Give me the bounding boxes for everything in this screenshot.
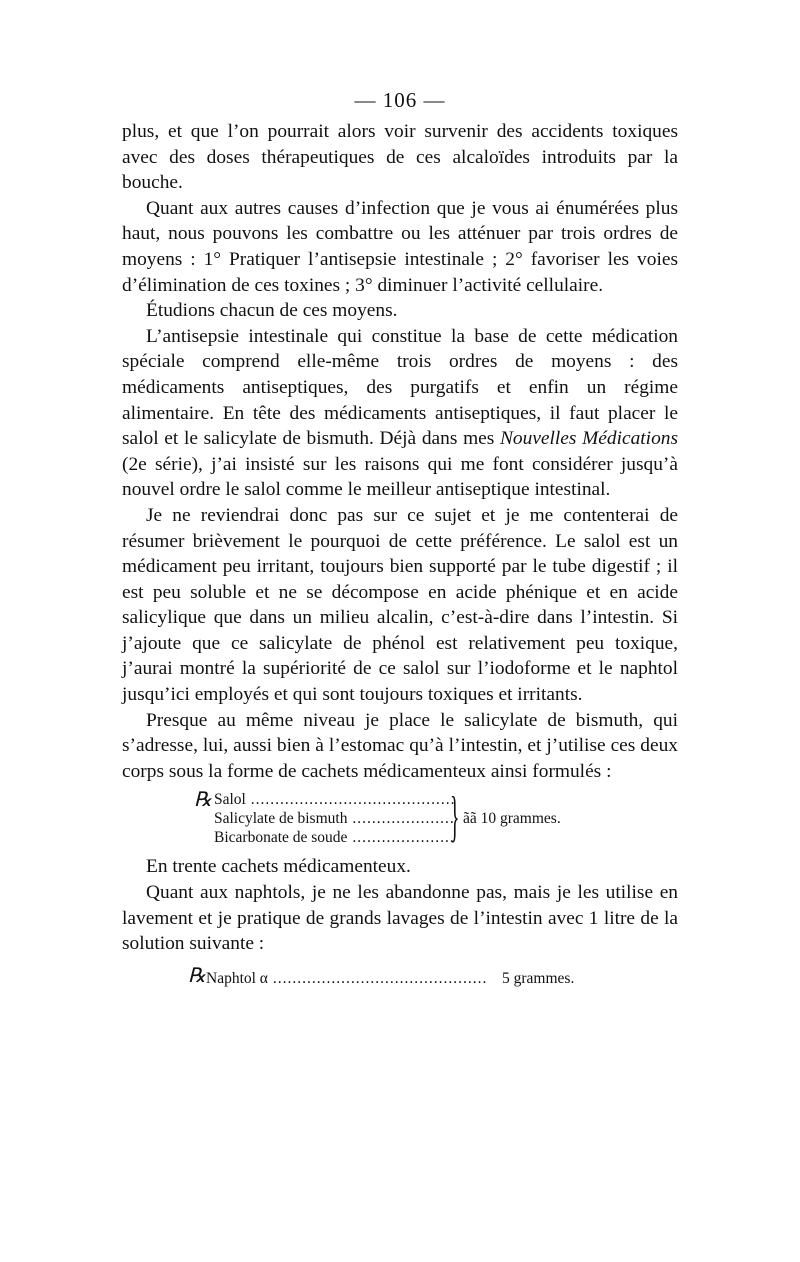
paragraph-1: plus, et que l’on pourrait alors voir survenir des accidents toxiques avec des doses thérapeutiques de ces alcaloïdes introduits par la bouche. — [122, 121, 678, 194]
recipe-symbol-icon: ℞ — [188, 964, 206, 987]
formula-ingredient: Naphtol α ..... — [206, 966, 486, 992]
paragraph-4-part-b: (2e série), j’ai insisté sur les raisons qui me font considérer jusqu’à nouvel ordre le salol comme le meilleur antiseptique intestinal. — [122, 453, 678, 501]
paragraph-5: Je ne reviendrai donc pas sur ce sujet et je me contenterai de résumer brièvement le pourquoi de cette préférence. Le salol est un médicament peu irritant, toujours bien supporté par le tube digestif ; il est peu soluble et ne se décompose en acide phénique et en acide salicylique que dans un milieu alcalin, c’est-à-dire dans l’intestin. Si j’ajoute que ce salicylate de phénol est relativement peu toxique, j’aurai montré la supériorité de ce salol sur l’iodoforme et le naphtol jusqu’ici employés et qui sont toujours toxiques et irritants. — [122, 504, 678, 706]
paragraph-6: Presque au même niveau je place le salicylate de bismuth, qui s’adresse, lui, aussi bien à l’estomac qu’à l’intestin, et j’utilise ces deux corps sous la forme de cachets médicamenteux ainsi formulés : — [122, 709, 678, 782]
prescription-formula-2 — [122, 961, 678, 987]
paragraph-3: Étudions chacun de ces moyens. — [146, 300, 398, 322]
recipe-symbol-icon: ℞ — [194, 789, 212, 812]
paragraph-4 — [122, 324, 678, 503]
brace-icon: } — [450, 786, 460, 849]
book-title-italic: Nouvelles Médications — [500, 428, 679, 450]
body-text — [122, 119, 678, 987]
paragraph-8: Quant aux naphtols, je ne les abandonne pas, mais je les utilise en lavement et je pratique de grands lavages de l’intestin avec 1 litre de la solution suivante : — [122, 882, 678, 955]
formula-ingredient: Salol ..... — [214, 790, 454, 809]
formula-ingredient: Salicylate de bismuth ..... — [214, 809, 454, 828]
page-number: — 106 — — [354, 88, 446, 112]
prescription-formula-1 — [122, 786, 678, 849]
paragraph-4-part-a: L’antisepsie intestinale qui constitue la base de cette médication spéciale comprend elle-même trois ordres de moyens : des médicaments antiseptiques, des purgatifs et enfin un régime alimentaire. En tête des médicaments antiseptiques, il faut placer le salol et le salicylate de bismuth. Déjà dans mes — [122, 325, 678, 450]
paragraph-7: En trente cachets médicamenteux. — [146, 856, 411, 878]
formula-ingredient: Bicarbonate de soude ..... — [214, 828, 454, 847]
formula-quantity: 5 grammes. — [502, 969, 575, 987]
paragraph-2: Quant aux autres causes d’infection que je vous ai énumérées plus haut, nous pouvons les combattre ou les atténuer par trois ordres de moyens : 1° Pratiquer l’antisepsie intestinale ; 2° favoriser les voies d’élimination de ces toxines ; 3° diminuer l’activité cellulaire. — [122, 197, 678, 296]
formula-quantity: ãã 10 grammes. — [463, 810, 561, 828]
